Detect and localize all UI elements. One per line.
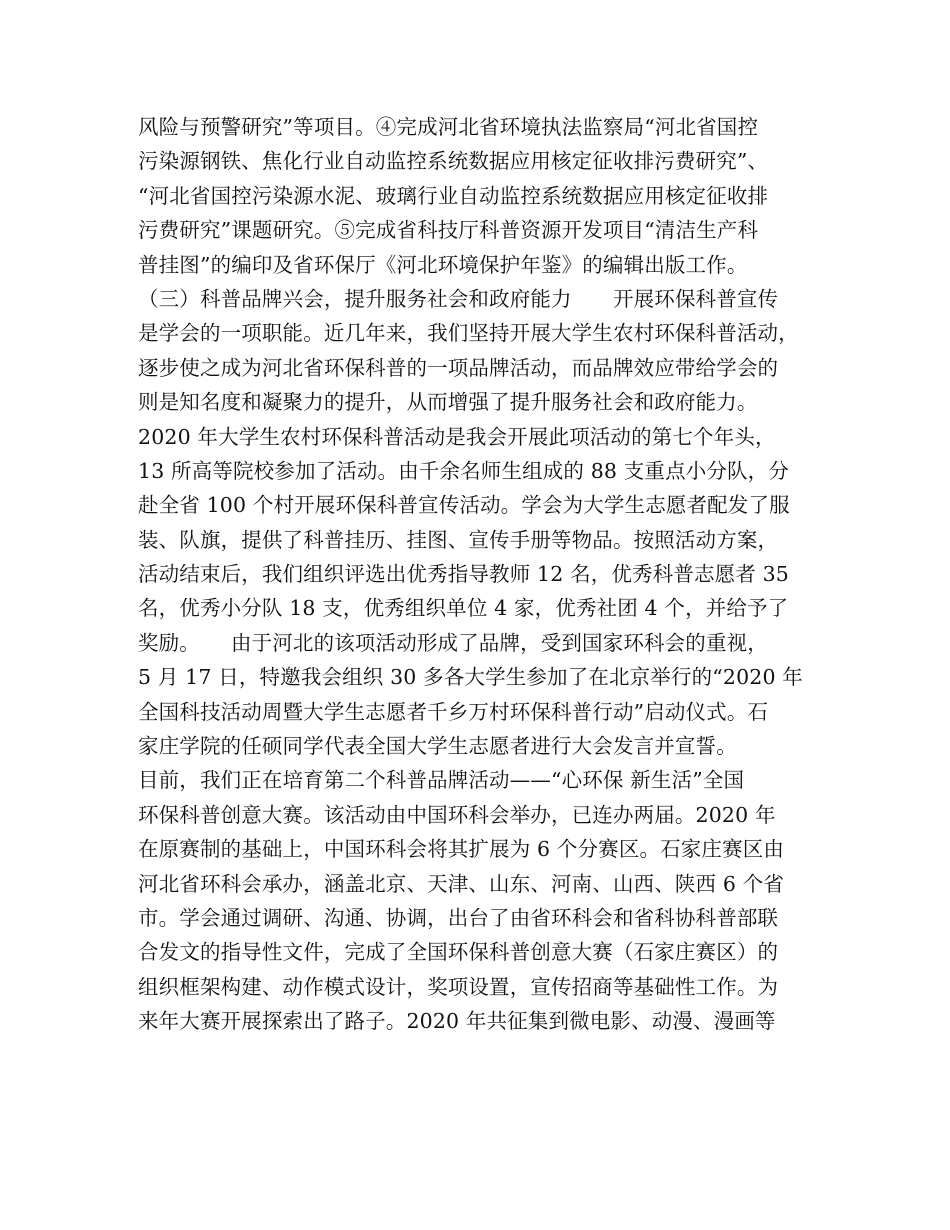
text-line: 活动结束后，我们组织评选出优秀指导教师 12 名，优秀科普志愿者 35 [138, 562, 789, 587]
text-line: 组织框架构建、动作模式设计，奖项设置，宣传招商等基础性工作。为 [138, 974, 779, 999]
text-line: 全国科技活动周暨大学生志愿者千乡万村环保科普行动”启动仪式。石 [138, 699, 769, 724]
text-line: 市。学会通过调研、沟通、协调，出台了由省环科会和省科协科普部联 [138, 905, 779, 930]
text-line: 装、队旗，提供了科普挂历、挂图、宣传手册等物品。按照活动方案， [138, 527, 779, 552]
section-heading-line: （三）科普品牌兴会，提升服务社会和政府能力 开展环保科普宣传 [138, 286, 779, 311]
text-line: 则是知名度和凝聚力的提升，从而增强了提升服务社会和政府能力。 [138, 390, 758, 415]
text-line: 来年大赛开展探索出了路子。2020 年共征集到微电影、动漫、漫画等 [138, 1009, 776, 1034]
text-line: 家庄学院的任硕同学代表全国大学生志愿者进行大会发言并宣誓。 [138, 734, 737, 759]
text-line: 5 月 17 日，特邀我会组织 30 多各大学生参加了在北京举行的“2020 年 [138, 665, 803, 690]
text-line: 2020 年大学生农村环保科普活动是我会开展此项活动的第七个年头， [138, 424, 776, 449]
text-line: 是学会的一项职能。近几年来，我们坚持开展大学生农村环保科普活动， [138, 321, 799, 346]
text-line: 普挂图”的编印及省环保厅《河北环境保护年鉴》的编辑出版工作。 [138, 252, 748, 277]
text-line: 赴全省 100 个村开展环保科普宣传活动。学会为大学生志愿者配发了服 [138, 493, 790, 518]
text-line: “河北省国控污染源水泥、玻璃行业自动监控系统数据应用核定征收排 [138, 183, 769, 208]
text-line: 名，优秀小分队 18 支，优秀组织单位 4 家，优秀社团 4 个，并给予了 [138, 596, 789, 621]
text-line: 13 所高等院校参加了活动。由千余名师生组成的 88 支重点小分队，分 [138, 458, 789, 483]
text-line: 在原赛制的基础上，中国环科会将其扩展为 6 个分赛区。石家庄赛区由 [138, 837, 785, 862]
text-line: 污费研究”课题研究。⑤完成省科技厅科普资源开发项目“清洁生产科 [138, 218, 759, 243]
text-line: 污染源钢铁、焦化行业自动监控系统数据应用核定征收排污费研究”、 [138, 149, 769, 174]
body-text [138, 110, 828, 1039]
text-line: 风险与预警研究”等项目。④完成河北省环境执法监察局“河北省国控 [138, 115, 759, 139]
text-line: 河北省环科会承办，涵盖北京、天津、山东、河南、山西、陕西 6 个省 [138, 871, 785, 896]
text-line: 奖励。 由于河北的该项活动形成了品牌，受到国家环科会的重视， [138, 630, 768, 655]
text-line: 合发文的指导性文件，完成了全国环保科普创意大赛（石家庄赛区）的 [138, 940, 779, 965]
text-line: 环保科普创意大赛。该活动由中国环科会举办，已连办两届。2020 年 [138, 802, 776, 827]
text-line: 逐步使之成为河北省环保科普的一项品牌活动，而品牌效应带给学会的 [138, 355, 779, 380]
text-line: 目前，我们正在培育第二个科普品牌活动——“心环保 新生活”全国 [138, 768, 745, 793]
